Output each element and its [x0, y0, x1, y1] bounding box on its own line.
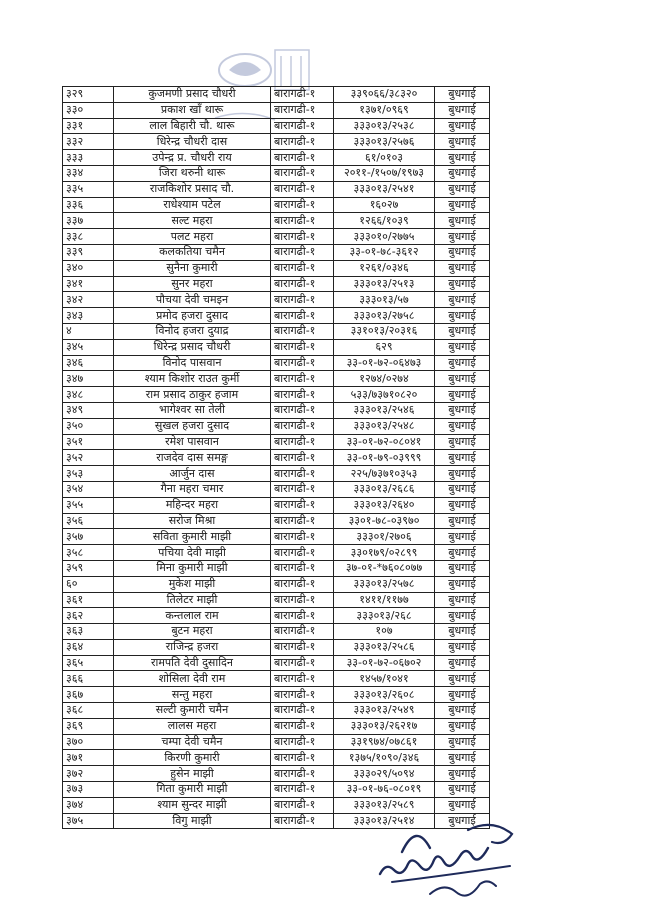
table-row	[63, 323, 490, 339]
table-row	[63, 292, 490, 308]
certificate-number: ३३३०२९/५०९४	[334, 766, 435, 782]
person-name: सुनर महरा	[114, 276, 271, 292]
certificate-number: ३३-०१-७२-०६७०२	[334, 655, 435, 671]
serial-number: ३२९	[63, 87, 114, 103]
signature-icon	[372, 812, 522, 902]
certificate-number: २२५/७३७१०३५३	[334, 466, 435, 482]
table-row	[63, 497, 490, 513]
table-row	[63, 703, 490, 719]
village-name: बुधगाई	[435, 102, 490, 118]
certificate-number: ६२९	[334, 339, 435, 355]
person-name: रमेश पासवान	[114, 434, 271, 450]
village-name: बुधगाई	[435, 718, 490, 734]
person-name: कलकतिया चमैन	[114, 244, 271, 260]
person-name: राजिन्द्र हजरा	[114, 639, 271, 655]
village-name: बुधगाई	[435, 276, 490, 292]
ward-address: बारागढी-१	[271, 782, 334, 798]
ward-address: बारागढी-१	[271, 671, 334, 687]
ward-address: बारागढी-१	[271, 639, 334, 655]
ward-address: बारागढी-१	[271, 355, 334, 371]
table-row	[63, 766, 490, 782]
village-name: बुधगाई	[435, 655, 490, 671]
person-name: प्रकाश खाँ थारू	[114, 102, 271, 118]
ward-address: बारागढी-१	[271, 197, 334, 213]
village-name: बुधगाई	[435, 387, 490, 403]
certificate-number: ३३३०१३/२६०८	[334, 687, 435, 703]
ward-address: बारागढी-१	[271, 529, 334, 545]
person-name: सन्तु महरा	[114, 687, 271, 703]
person-name: राजदेव दास समङ्ग	[114, 450, 271, 466]
person-name: गैना महरा चमार	[114, 481, 271, 497]
serial-number: ३६६	[63, 671, 114, 687]
person-name: सुनैना कुमारी	[114, 260, 271, 276]
table-row	[63, 671, 490, 687]
certificate-number: ३३३०१३/२५८९	[334, 797, 435, 813]
serial-number: ३४७	[63, 371, 114, 387]
village-name: बुधगाई	[435, 671, 490, 687]
ward-address: बारागढी-१	[271, 734, 334, 750]
village-name: बुधगाई	[435, 592, 490, 608]
ward-address: बारागढी-१	[271, 718, 334, 734]
village-name: बुधगाई	[435, 466, 490, 482]
serial-number: ३३८	[63, 229, 114, 245]
table-row	[63, 624, 490, 640]
person-name: मुकेश माझी	[114, 576, 271, 592]
person-name: उपेन्द्र प्र. चौधरी राय	[114, 150, 271, 166]
serial-number: ३३७	[63, 213, 114, 229]
ward-address: बारागढी-१	[271, 655, 334, 671]
person-name: लाल बिहारी चौ. थारू	[114, 118, 271, 134]
certificate-number: ३३३०१३/२५१४	[334, 813, 435, 829]
certificate-number: ५३३/७३७१०८२०	[334, 387, 435, 403]
serial-number: ३३५	[63, 181, 114, 197]
person-name: सल्ट महरा	[114, 213, 271, 229]
certificate-number: ३३३०१३/२५४१	[334, 181, 435, 197]
person-name: पलट महरा	[114, 229, 271, 245]
table-row	[63, 118, 490, 134]
village-name: बुधगाई	[435, 371, 490, 387]
ward-address: बारागढी-१	[271, 545, 334, 561]
person-name: चम्पा देवी चमैन	[114, 734, 271, 750]
ward-address: बारागढी-१	[271, 497, 334, 513]
person-name: सल्टी कुमारी चमैन	[114, 703, 271, 719]
serial-number: ३३१	[63, 118, 114, 134]
certificate-number: ३३९०६६/३८३२०	[334, 87, 435, 103]
village-name: बुधगाई	[435, 308, 490, 324]
table-row	[63, 308, 490, 324]
serial-number: ३५८	[63, 545, 114, 561]
serial-number: ३४६	[63, 355, 114, 371]
ward-address: बारागढी-१	[271, 576, 334, 592]
ward-address: बारागढी-१	[271, 624, 334, 640]
person-name: कन्तलाल राम	[114, 608, 271, 624]
ward-address: बारागढी-१	[271, 608, 334, 624]
table-row	[63, 387, 490, 403]
village-name: बुधगाई	[435, 450, 490, 466]
serial-number: ३३०	[63, 102, 114, 118]
village-name: बुधगाई	[435, 339, 490, 355]
table-row	[63, 355, 490, 371]
certificate-number: ३३३०१३/२५३८	[334, 118, 435, 134]
serial-number: ३७५	[63, 813, 114, 829]
village-name: बुधगाई	[435, 734, 490, 750]
person-name: हुसेन माझी	[114, 766, 271, 782]
certificate-number: ३३-०१-७२-०६४७३	[334, 355, 435, 371]
table-row	[63, 718, 490, 734]
serial-number: ३६७	[63, 687, 114, 703]
ward-address: बारागढी-१	[271, 118, 334, 134]
certificate-number: ३३-०१-७८-३६१२	[334, 244, 435, 260]
village-name: बुधगाई	[435, 513, 490, 529]
certificate-number: ३३१९७४/०७८६१	[334, 734, 435, 750]
person-name: राधेश्याम पटेल	[114, 197, 271, 213]
village-name: बुधगाई	[435, 260, 490, 276]
village-name: बुधगाई	[435, 118, 490, 134]
serial-number: ३५७	[63, 529, 114, 545]
village-name: बुधगाई	[435, 497, 490, 513]
ward-address: बारागढी-१	[271, 229, 334, 245]
ward-address: बारागढी-१	[271, 276, 334, 292]
serial-number: ३४२	[63, 292, 114, 308]
table-row	[63, 560, 490, 576]
person-name: किरणी कुमारी	[114, 750, 271, 766]
person-name: प्रमोद हजरा दुसाद	[114, 308, 271, 324]
serial-number: ३६५	[63, 655, 114, 671]
person-name: भागेश्वर सा तेली	[114, 402, 271, 418]
person-name: गिता कुमारी माझी	[114, 782, 271, 798]
serial-number: ३४८	[63, 387, 114, 403]
serial-number: ३४३	[63, 308, 114, 324]
ward-address: बारागढी-१	[271, 181, 334, 197]
ward-address: बारागढी-१	[271, 797, 334, 813]
ward-address: बारागढी-१	[271, 87, 334, 103]
certificate-number: ३३-०१-७२-०८०४१	[334, 434, 435, 450]
table-row	[63, 782, 490, 798]
person-name: पचिया देवी माझी	[114, 545, 271, 561]
certificate-number: ३३३०१३/२६८६	[334, 481, 435, 497]
table-row	[63, 165, 490, 181]
ward-address: बारागढी-१	[271, 260, 334, 276]
village-name: बुधगाई	[435, 87, 490, 103]
serial-number: ३३४	[63, 165, 114, 181]
table-row	[63, 102, 490, 118]
ward-address: बारागढी-१	[271, 339, 334, 355]
serial-number: ३६२	[63, 608, 114, 624]
table-row	[63, 576, 490, 592]
person-name: विनोद पासवान	[114, 355, 271, 371]
serial-number: ३३३	[63, 150, 114, 166]
certificate-number: ३३३०१३/२५१३	[334, 276, 435, 292]
serial-number: ३७०	[63, 734, 114, 750]
certificate-number: १२७४/०२७४	[334, 371, 435, 387]
person-name: सुखल हजरा दुसाद	[114, 418, 271, 434]
village-name: बुधगाई	[435, 197, 490, 213]
table-row	[63, 639, 490, 655]
ward-address: बारागढी-१	[271, 813, 334, 829]
table-row	[63, 418, 490, 434]
village-name: बुधगाई	[435, 624, 490, 640]
table-row	[63, 197, 490, 213]
ward-address: बारागढी-१	[271, 213, 334, 229]
serial-number: ३७४	[63, 797, 114, 813]
person-name: सरोज मिश्रा	[114, 513, 271, 529]
ward-address: बारागढी-१	[271, 165, 334, 181]
certificate-number: ३३३०१३/२६२१७	[334, 718, 435, 734]
certificate-number: ३३३०१३/२५७८	[334, 576, 435, 592]
person-name: बुटन महरा	[114, 624, 271, 640]
village-name: बुधगाई	[435, 355, 490, 371]
certificate-number: ३३३०१/२७०६	[334, 529, 435, 545]
table-row	[63, 260, 490, 276]
certificate-number: १०७	[334, 624, 435, 640]
table-row	[63, 371, 490, 387]
certificate-number: ३७-०१-*७६०८०७७	[334, 560, 435, 576]
village-name: बुधगाई	[435, 608, 490, 624]
serial-number: ६०	[63, 576, 114, 592]
ward-address: बारागढी-१	[271, 766, 334, 782]
serial-number: ३६१	[63, 592, 114, 608]
table-row	[63, 545, 490, 561]
table-row	[63, 434, 490, 450]
certificate-number: ३३-०१-७९-०३९९९	[334, 450, 435, 466]
person-name: जिरा थरुनी थारू	[114, 165, 271, 181]
serial-number: ३५३	[63, 466, 114, 482]
table-row	[63, 339, 490, 355]
ward-address: बारागढी-१	[271, 134, 334, 150]
certificate-number: १३७५/१०९०/३४६	[334, 750, 435, 766]
certificate-number: १२६६/१०३९	[334, 213, 435, 229]
certificate-number: ३३३०१३/२६४०	[334, 497, 435, 513]
certificate-number: ३३३०१३/२५४८	[334, 418, 435, 434]
person-name: रामपति देवी दुसादिन	[114, 655, 271, 671]
serial-number: ३५१	[63, 434, 114, 450]
village-name: बुधगाई	[435, 529, 490, 545]
certificate-number: १४११/११७७	[334, 592, 435, 608]
village-name: बुधगाई	[435, 766, 490, 782]
person-name: धिरेन्द्र प्रसाद चौधरी	[114, 339, 271, 355]
ward-address: बारागढी-१	[271, 292, 334, 308]
ward-address: बारागढी-१	[271, 750, 334, 766]
certificate-number: १३७१/०९६९	[334, 102, 435, 118]
ward-address: बारागढी-१	[271, 371, 334, 387]
serial-number: ३७३	[63, 782, 114, 798]
village-name: बुधगाई	[435, 229, 490, 245]
ward-address: बारागढी-१	[271, 402, 334, 418]
table-row	[63, 134, 490, 150]
certificate-number: ३३३०१३/२५७६	[334, 134, 435, 150]
person-name: शोसिला देवी राम	[114, 671, 271, 687]
ward-address: बारागढी-१	[271, 418, 334, 434]
ward-address: बारागढी-१	[271, 434, 334, 450]
person-name: राजकिशोर प्रसाद चौ.	[114, 181, 271, 197]
village-name: बुधगाई	[435, 639, 490, 655]
table-row	[63, 655, 490, 671]
table-row	[63, 529, 490, 545]
village-name: बुधगाई	[435, 323, 490, 339]
village-name: बुधगाई	[435, 134, 490, 150]
village-name: बुधगाई	[435, 560, 490, 576]
village-name: बुधगाई	[435, 782, 490, 798]
certificate-number: ३३३०१३/२७५८	[334, 308, 435, 324]
table-row	[63, 750, 490, 766]
certificate-number: ३३३०१३/२६८	[334, 608, 435, 624]
serial-number: ३६९	[63, 718, 114, 734]
table-row	[63, 466, 490, 482]
table-row	[63, 213, 490, 229]
serial-number: ३५६	[63, 513, 114, 529]
village-name: बुधगाई	[435, 244, 490, 260]
village-name: बुधगाई	[435, 434, 490, 450]
serial-number: ३४१	[63, 276, 114, 292]
village-name: बुधगाई	[435, 165, 490, 181]
person-name: विगु माझी	[114, 813, 271, 829]
village-name: बुधगाई	[435, 481, 490, 497]
village-name: बुधगाई	[435, 576, 490, 592]
serial-number: ३५२	[63, 450, 114, 466]
village-name: बुधगाई	[435, 687, 490, 703]
certificate-number: १६०२७	[334, 197, 435, 213]
ward-address: बारागढी-१	[271, 481, 334, 497]
serial-number: ३४०	[63, 260, 114, 276]
table-row	[63, 513, 490, 529]
village-name: बुधगाई	[435, 150, 490, 166]
table-row	[63, 608, 490, 624]
table-row	[63, 734, 490, 750]
person-name: लालस महरा	[114, 718, 271, 734]
person-name: धिरेन्द्र चौधरी दास	[114, 134, 271, 150]
village-name: बुधगाई	[435, 545, 490, 561]
table-row	[63, 450, 490, 466]
ward-address: बारागढी-१	[271, 244, 334, 260]
serial-number: ३७१	[63, 750, 114, 766]
ward-address: बारागढी-१	[271, 387, 334, 403]
village-name: बुधगाई	[435, 418, 490, 434]
serial-number: ३४५	[63, 339, 114, 355]
person-name: पौचया देवी चमइन	[114, 292, 271, 308]
table-row	[63, 402, 490, 418]
serial-number: ३५५	[63, 497, 114, 513]
ward-address: बारागढी-१	[271, 308, 334, 324]
certificate-number: ३३१०१३/२०३१६	[334, 323, 435, 339]
table-row	[63, 592, 490, 608]
person-name: आर्जुन दास	[114, 466, 271, 482]
person-name: तिलेटर माझी	[114, 592, 271, 608]
serial-number: ३३६	[63, 197, 114, 213]
certificate-number: १२६१/०३४६	[334, 260, 435, 276]
person-name: कुजमणी प्रसाद चौधरी	[114, 87, 271, 103]
certificate-number: ६१/०१०३	[334, 150, 435, 166]
table-row	[63, 244, 490, 260]
person-name: श्याम किशोर राउत कुर्मी	[114, 371, 271, 387]
table-row	[63, 797, 490, 813]
certificate-number: १४५७/१०४१	[334, 671, 435, 687]
certificate-number: ३३०१७९/०२८९९	[334, 545, 435, 561]
serial-number: ३५०	[63, 418, 114, 434]
serial-number: ३३२	[63, 134, 114, 150]
serial-number: ३५४	[63, 481, 114, 497]
ward-address: बारागढी-१	[271, 687, 334, 703]
village-name: बुधगाई	[435, 181, 490, 197]
person-name: मिना कुमारी माझी	[114, 560, 271, 576]
beneficiary-table	[62, 86, 490, 829]
person-name: राम प्रसाद ठाकुर हजाम	[114, 387, 271, 403]
ward-address: बारागढी-१	[271, 150, 334, 166]
serial-number: ४	[63, 323, 114, 339]
serial-number: ३७२	[63, 766, 114, 782]
serial-number: ३३९	[63, 244, 114, 260]
village-name: बुधगाई	[435, 750, 490, 766]
certificate-number: ३३३०१०/२७७५	[334, 229, 435, 245]
person-name: विनोद हजरा दुयाद्र	[114, 323, 271, 339]
ward-address: बारागढी-१	[271, 592, 334, 608]
certificate-number: ३३०१-७८-०३९७०	[334, 513, 435, 529]
serial-number: ३४९	[63, 402, 114, 418]
village-name: बुधगाई	[435, 213, 490, 229]
certificate-number: ३३३०१३/२५४९	[334, 703, 435, 719]
ward-address: बारागढी-१	[271, 513, 334, 529]
ward-address: बारागढी-१	[271, 102, 334, 118]
village-name: बुधगाई	[435, 292, 490, 308]
village-name: बुधगाई	[435, 703, 490, 719]
certificate-number: ३३३०१३/२५४६	[334, 402, 435, 418]
table-row	[63, 276, 490, 292]
table-row	[63, 481, 490, 497]
ward-address: बारागढी-१	[271, 323, 334, 339]
serial-number: ३६३	[63, 624, 114, 640]
table-row	[63, 181, 490, 197]
certificate-number: २०११-/१५०७/१९७३	[334, 165, 435, 181]
village-name: बुधगाई	[435, 402, 490, 418]
certificate-number: ३३३०१३/५७	[334, 292, 435, 308]
table-row	[63, 150, 490, 166]
village-name: बुधगाई	[435, 813, 490, 829]
certificate-number: ३३-०१-७६-०८०१९	[334, 782, 435, 798]
ward-address: बारागढी-१	[271, 560, 334, 576]
ward-address: बारागढी-१	[271, 703, 334, 719]
table-row	[63, 87, 490, 103]
ward-address: बारागढी-१	[271, 450, 334, 466]
person-name: श्याम सुन्दर माझी	[114, 797, 271, 813]
person-name: महिन्दर महरा	[114, 497, 271, 513]
person-name: सविता कुमारी माझी	[114, 529, 271, 545]
serial-number: ३६४	[63, 639, 114, 655]
certificate-number: ३३३०१३/२५८६	[334, 639, 435, 655]
ward-address: बारागढी-१	[271, 466, 334, 482]
table-row	[63, 229, 490, 245]
village-name: बुधगाई	[435, 797, 490, 813]
table-row	[63, 687, 490, 703]
serial-number: ३६८	[63, 703, 114, 719]
serial-number: ३५९	[63, 560, 114, 576]
